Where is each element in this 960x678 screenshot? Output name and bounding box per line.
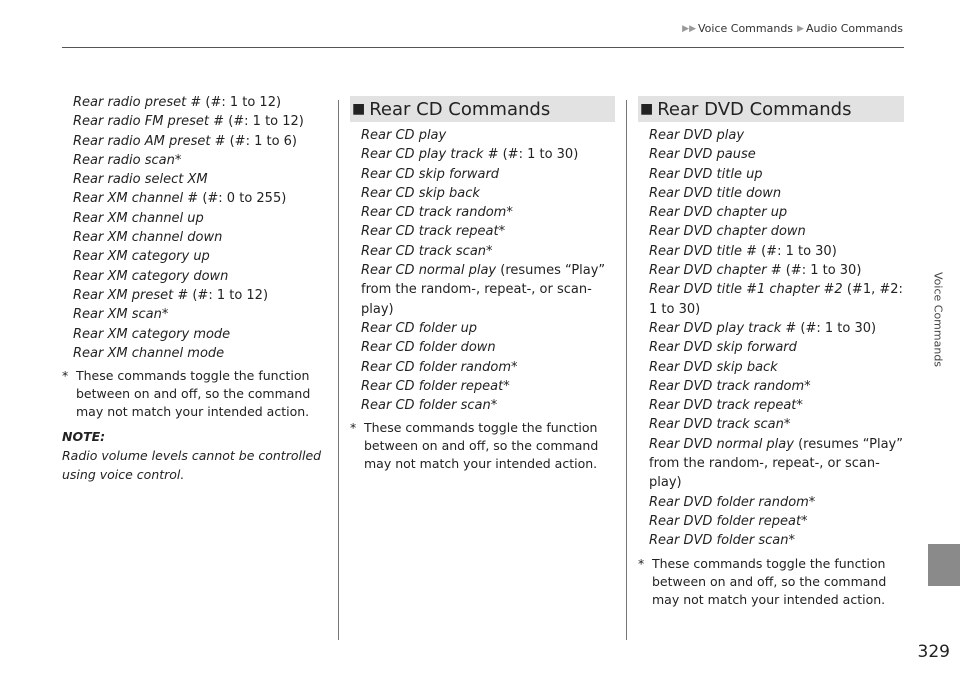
command-item — [62, 286, 324, 305]
command-item — [62, 151, 324, 170]
command-note: (#: 1 to 30) — [796, 320, 877, 336]
command-text: Rear DVD track scan* — [649, 417, 791, 433]
command-text: Rear DVD folder repeat* — [649, 513, 808, 529]
command-text: Rear DVD title # — [649, 243, 757, 259]
command-text: Rear DVD pause — [649, 147, 756, 163]
command-item — [350, 358, 615, 377]
command-text: Rear XM channel # — [73, 191, 199, 207]
command-text: Rear DVD skip forward — [649, 340, 797, 356]
command-text: Rear radio AM preset # — [73, 133, 226, 149]
command-item — [350, 338, 615, 357]
command-item — [638, 261, 904, 280]
rear-dvd-command-list — [638, 126, 904, 551]
section-marker-icon: ■ — [352, 101, 366, 117]
command-item — [62, 112, 324, 131]
footnote-mark: * — [350, 420, 357, 436]
command-text: Rear XM category mode — [73, 326, 231, 342]
command-text: Rear DVD folder scan* — [649, 533, 796, 549]
command-item — [350, 203, 615, 222]
left-column — [62, 93, 324, 484]
rear-cd-column — [350, 96, 615, 473]
command-text: Rear CD play track # — [361, 147, 499, 163]
command-text: Rear XM category up — [73, 249, 210, 265]
command-item — [350, 126, 615, 145]
command-note: (#: 1 to 30) — [756, 243, 837, 259]
command-item — [638, 280, 904, 319]
command-item — [638, 396, 904, 415]
command-text: Rear CD track random* — [361, 205, 513, 221]
command-item — [638, 184, 904, 203]
command-item — [638, 222, 904, 241]
footnote-text: These commands toggle the function between on and off, so the command may not match your intended action. — [652, 555, 887, 607]
command-item — [649, 435, 904, 493]
command-item — [638, 377, 904, 396]
command-note: (#: 1 to 12) — [224, 114, 304, 130]
command-item — [638, 531, 904, 550]
command-item — [638, 242, 904, 261]
command-text: Rear DVD title down — [649, 185, 782, 201]
command-note: (#1, #2: 1 to 30) — [649, 282, 903, 317]
command-item — [638, 415, 904, 434]
section-title: Rear CD Commands — [369, 98, 551, 120]
command-note: (#: 1 to 12) — [201, 95, 282, 110]
command-text: Rear radio scan* — [73, 152, 182, 168]
command-text: Rear XM scan* — [73, 307, 169, 323]
command-text: Rear DVD track repeat* — [649, 398, 803, 414]
command-note: (#: 1 to 12) — [188, 287, 269, 303]
command-text: Rear DVD play track # — [649, 320, 797, 336]
breadcrumb-arrow-icon: ▶▶ — [682, 23, 696, 34]
command-text: Rear radio FM preset # — [73, 114, 225, 130]
command-item — [638, 493, 904, 512]
footnote-mark: * — [638, 555, 645, 571]
command-note: (#: 1 to 30) — [498, 147, 579, 163]
command-text: Rear XM preset # — [73, 287, 189, 303]
command-text: Rear CD skip back — [361, 185, 480, 201]
command-text: Rear CD folder random* — [361, 359, 518, 375]
command-note: (#: 0 to 255) — [198, 191, 287, 207]
command-note: (#: 1 to 30) — [781, 263, 862, 279]
side-tab-label: Voice Commands — [931, 272, 945, 368]
note-title: NOTE: — [62, 429, 106, 445]
side-tab-marker — [928, 544, 960, 586]
command-text: Rear CD folder down — [361, 340, 496, 356]
command-item — [350, 396, 615, 415]
note-text: Radio volume levels cannot be controlled using voice control. — [62, 448, 322, 483]
command-text: Rear DVD normal play — [649, 436, 794, 452]
command-text: Rear XM channel down — [73, 230, 223, 246]
footnote-text: These commands toggle the function between on and off, so the command may not match your intended action. — [364, 420, 599, 472]
command-text: Rear CD track scan* — [361, 243, 493, 259]
command-text: Rear XM category down — [73, 268, 229, 284]
command-item — [62, 325, 324, 344]
column-divider — [338, 100, 339, 640]
page-number: 329 — [917, 642, 950, 662]
command-text: Rear DVD chapter # — [649, 263, 782, 279]
command-item — [638, 512, 904, 531]
command-item — [638, 338, 904, 357]
command-item — [62, 267, 324, 286]
command-text: Rear DVD track random* — [649, 378, 811, 394]
footnote — [350, 419, 615, 473]
command-item — [62, 170, 324, 189]
command-item — [350, 184, 615, 203]
command-item — [350, 222, 615, 241]
command-item — [638, 165, 904, 184]
command-text: Rear DVD chapter up — [649, 205, 788, 221]
breadcrumb-arrow-icon: ▶ — [797, 23, 804, 34]
command-text: Rear CD folder up — [361, 320, 478, 336]
command-item — [62, 132, 324, 151]
command-item — [638, 319, 904, 338]
command-text: Rear CD folder scan* — [361, 398, 498, 414]
command-item — [62, 228, 324, 247]
header-divider — [62, 47, 904, 48]
command-item — [361, 261, 615, 319]
command-item — [638, 145, 904, 164]
command-text: Rear CD skip forward — [361, 166, 500, 182]
note — [62, 427, 324, 484]
command-note: (resumes “Play” from the random-, repeat-, or scan-play) — [649, 436, 903, 491]
command-text: Rear CD play — [361, 128, 447, 143]
section-header-rear-dvd — [638, 96, 904, 122]
command-item — [350, 377, 615, 396]
command-note: (resumes “Play” from the random-, repeat-, or scan-play) — [361, 263, 606, 317]
breadcrumb-item-voice-commands[interactable]: Voice Commands — [698, 22, 794, 35]
section-title: Rear DVD Commands — [657, 98, 852, 120]
rear-cd-command-list — [350, 126, 615, 415]
command-item — [62, 305, 324, 324]
command-text: Rear radio select XM — [73, 172, 208, 188]
side-tab — [926, 120, 950, 520]
command-item — [62, 209, 324, 228]
command-text: Rear DVD title #1 chapter #2 — [649, 282, 843, 298]
command-text: Rear XM channel mode — [73, 345, 225, 361]
rear-dvd-column — [638, 96, 904, 609]
command-text: Rear XM channel up — [73, 210, 204, 226]
command-text: Rear DVD skip back — [649, 359, 778, 375]
command-item — [350, 242, 615, 261]
rear-radio-command-list — [62, 93, 324, 363]
footnote-text: These commands toggle the function between on and off, so the command may not match your intended action. — [76, 368, 311, 420]
command-text: Rear DVD play — [649, 128, 745, 143]
command-text: Rear radio preset # — [73, 95, 202, 110]
command-item — [62, 247, 324, 266]
command-item — [350, 145, 615, 164]
command-text: Rear CD normal play — [361, 263, 497, 279]
section-header-rear-cd — [350, 96, 615, 122]
command-item — [62, 93, 324, 112]
column-divider — [626, 100, 627, 640]
command-text: Rear CD folder repeat* — [361, 378, 510, 394]
command-item — [638, 358, 904, 377]
command-item — [350, 165, 615, 184]
command-text: Rear DVD folder random* — [649, 494, 816, 510]
command-note: (#: 1 to 6) — [225, 133, 298, 149]
command-item — [350, 319, 615, 338]
command-item — [62, 344, 324, 363]
command-item — [638, 203, 904, 222]
command-text: Rear DVD title up — [649, 166, 763, 182]
command-item — [62, 189, 324, 208]
footnote — [638, 555, 904, 609]
breadcrumb — [678, 22, 903, 35]
command-item — [638, 126, 904, 145]
command-text: Rear CD track repeat* — [361, 224, 506, 240]
section-marker-icon: ■ — [640, 101, 654, 117]
command-text: Rear DVD chapter down — [649, 224, 806, 240]
footnote — [62, 367, 324, 421]
breadcrumb-item-audio-commands[interactable]: Audio Commands — [805, 22, 903, 35]
footnote-mark: * — [62, 368, 69, 384]
